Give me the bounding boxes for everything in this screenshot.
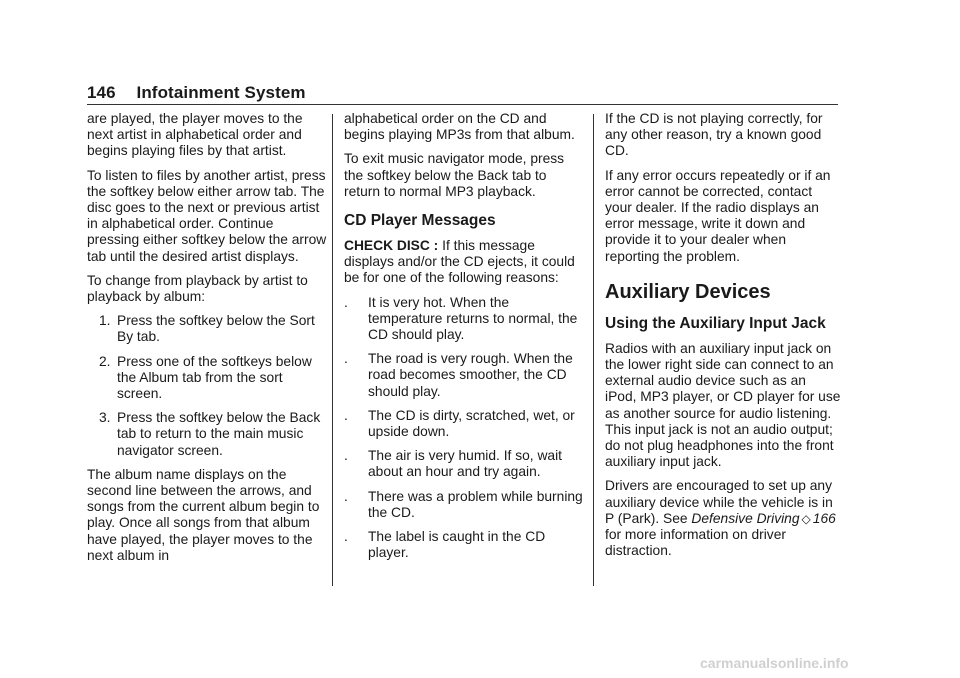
paragraph: If any error occurs repeatedly or if an error cannot be corrected, contact your dealer. If the radio displays an error message, write it down and provide it to your dealer when reporting the problem. [605, 167, 831, 264]
column-2 [344, 111, 584, 569]
column-divider-2 [593, 114, 594, 586]
bullet-text: There was a problem while burning the CD. [368, 488, 583, 520]
text: Drivers are encouraged to set up any auxiliary device while the vehicle is in P (Park). See [605, 478, 833, 526]
step-number: 3. [99, 410, 111, 426]
bullet: . [344, 529, 348, 545]
paragraph: To change from playback by artist to playback by album: [87, 272, 308, 305]
list-item [344, 295, 584, 344]
step-text: Press the softkey below the Sort By tab. [117, 313, 315, 345]
step-number: 1. [99, 313, 111, 329]
list-item [87, 410, 327, 459]
step-text: Press the softkey below the Back tab to return to the main music navigator screen. [117, 410, 321, 458]
list-item [344, 489, 584, 521]
page-header [87, 83, 306, 103]
bullet-text: It is very hot. When the temperature returns to normal, the CD should play. [368, 294, 578, 343]
list-item [344, 408, 584, 440]
page-number: 146 [87, 83, 116, 102]
chapter-title: Infotainment System [136, 83, 306, 102]
page-ref-number[interactable]: 166 [812, 510, 836, 526]
paragraph: To exit music navigator mode, press the softkey below the Back tab to return to normal MP3 playback. [344, 151, 565, 199]
paragraph: To listen to files by another artist, press the softkey below either arrow tab. The disc goes to the next or previous artist in alphabetical order. Continue pressing either softkey below the arrow tab until the desired artist displays. [87, 167, 327, 264]
bullet-text: The air is very humid. If so, wait about an hour and try again. [368, 448, 562, 480]
paragraph: The album name displays on the second line between the arrows, and songs from the current album begin to play. Once all songs from that album have played, the player moves to the next album in [87, 466, 320, 563]
reasons-list [344, 295, 584, 562]
bullet: . [344, 448, 348, 464]
column-1 [87, 111, 327, 572]
list-item [344, 351, 584, 400]
paragraph: are played, the player moves to the next artist in alphabetical order and begins playing files by that artist. [87, 111, 303, 159]
auxiliary-devices-heading: Auxiliary Devices [605, 280, 771, 303]
bullet: . [344, 407, 348, 423]
text: for more information on driver distraction. [605, 527, 786, 559]
paragraph [344, 238, 584, 287]
check-disc-term: CHECK DISC : [344, 238, 439, 254]
bullet: . [344, 351, 348, 367]
bullet-text: The CD is dirty, scratched, wet, or upside down. [368, 407, 575, 440]
steps-list [87, 313, 327, 459]
column-divider-1 [332, 114, 333, 586]
bullet-text: The road is very rough. When the road becomes smoother, the CD should play. [368, 351, 573, 399]
watermark: carmanualsonline.info [700, 655, 849, 671]
bullet: . [344, 488, 348, 504]
bullet-text: The label is caught in the CD player. [368, 529, 546, 561]
paragraph [605, 478, 841, 559]
paragraph: If the CD is not playing correctly, for any other reason, try a known good CD. [605, 111, 823, 159]
column-3 [605, 111, 841, 567]
cd-messages-heading: CD Player Messages [344, 212, 496, 230]
bullet: . [344, 294, 348, 310]
aux-input-jack-heading: Using the Auxiliary Input Jack [605, 314, 826, 332]
step-text: Press one of the softkeys below the Album tab from the sort screen. [117, 353, 312, 402]
paragraph: alphabetical order on the CD and begins playing MP3s from that album. [344, 111, 575, 143]
check-disc-text: If this message displays and/or the CD ejects, it could be for one of the following reasons: [344, 238, 575, 286]
paragraph: Radios with an auxiliary input jack on the lower right side can connect to an external audio device such as an iPod, MP3 player, or CD player for use as another source for audio listening. This input jack is not an audio output; do not plug headphones into the front auxiliary input jack. [605, 340, 841, 470]
defensive-driving-link[interactable]: Defensive Driving [691, 510, 800, 526]
step-number: 2. [99, 353, 111, 369]
list-item [344, 448, 584, 480]
page-ref-icon: ◇ [801, 511, 811, 526]
list-item [87, 313, 327, 345]
header-rule [87, 104, 838, 105]
list-item [344, 529, 584, 561]
list-item [87, 354, 327, 403]
